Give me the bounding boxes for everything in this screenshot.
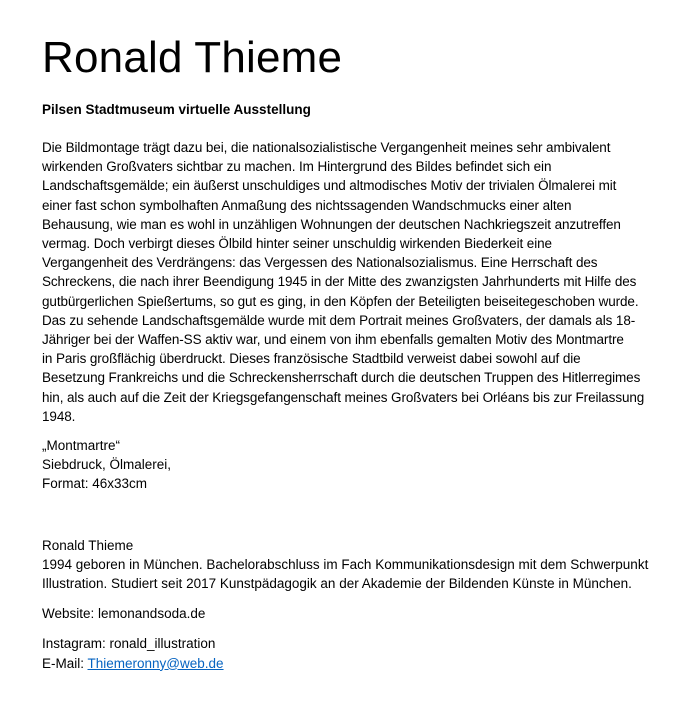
instagram-line: Instagram: ronald_illustration [42,636,216,652]
body-line: Schreckens, die nach ihrer Beendigung 1945 in der Mitte des zwanzigsten Jahrhunderts mit Hilfe des [42,274,637,290]
bio-line: 1994 geboren in München. Bachelorabschluss im Fach Kommunikationsdesign mit dem Schwerpunkt [42,556,649,572]
artwork-title: „Montmartre“ [42,438,121,454]
bio-name: Ronald Thieme [42,537,134,553]
artist-bio [42,536,662,594]
body-paragraph [42,138,662,426]
body-line: Die Bildmontage trägt dazu bei, die nationalsozialistische Vergangenheit meines sehr ambivalent [42,140,611,155]
email-link[interactable]: Thiemeronny@web.de [87,655,224,671]
bio-line: Illustration. Studiert seit 2017 Kunstpädagogik an der Akademie der Bildenden Künste in München. [42,576,632,592]
body-line: gutbürgerlichen Spießertums, so gut es ging, in den Köpfen der Beteiligten beiseitegeschoben wurde. [42,293,639,309]
artwork-format: Format: 46x33cm [42,476,148,492]
website-line: Website: lemonandsoda.de [42,606,206,622]
body-line: Landschaftsgemälde; ein äußerst unschuldiges und altmodisches Motiv der trivialen Ölmalerei mit [42,178,617,194]
body-line: hin, als auch auf die Zeit der Kriegsgefangenschaft meines Großvaters bei Orléans bis zur Freilassung [42,389,645,405]
contact-info [42,634,662,672]
document-subtitle: Pilsen Stadtmuseum virtuelle Ausstellung [42,102,311,117]
email-label: E-Mail: [42,655,88,671]
document-page [42,30,662,673]
artwork-info [42,436,662,494]
artwork-technique: Siebdruck, Ölmalerei, [42,457,172,473]
email-line [42,654,662,673]
body-line: 1948. [42,408,76,424]
body-line: vermag. Doch verbirgt dieses Ölbild hinter seiner unschuldig wirkenden Biederkeit eine [42,236,552,252]
body-line: Vergangenheit des Verdrängens: das Vergessen des Nationalsozialismus. Eine Herrschaft des [42,255,598,271]
body-line: in Paris großflächig überdruckt. Dieses französische Stadtbild verweist dabei sowohl auf die [42,351,581,367]
body-line: Behausung, wie man es wohl in unzähligen Wohnungen der deutschen Nachkriegszeit anzutreffen [42,216,621,232]
body-line: wirkenden Großvaters sichtbar zu machen. Im Hintergrund des Bildes befindet sich ein [42,159,552,175]
body-line: Das zu sehende Landschaftsgemälde wurde mit dem Portrait meines Großvaters, der damals als 18- [42,312,636,328]
body-line: Jähriger bei der Waffen-SS aktiv war, und einem von ihm ebenfalls gemalten Motiv des Montmartre [42,332,624,348]
body-line: Besetzung Frankreichs und die Schreckensherrschaft durch die deutschen Truppen des Hitlerregimes [42,370,641,386]
body-line: einer fast schon symbolhaften Anmaßung des nichtssagenden Wandschmucks einer alten [42,197,572,213]
document-title: Ronald Thieme [42,33,343,82]
